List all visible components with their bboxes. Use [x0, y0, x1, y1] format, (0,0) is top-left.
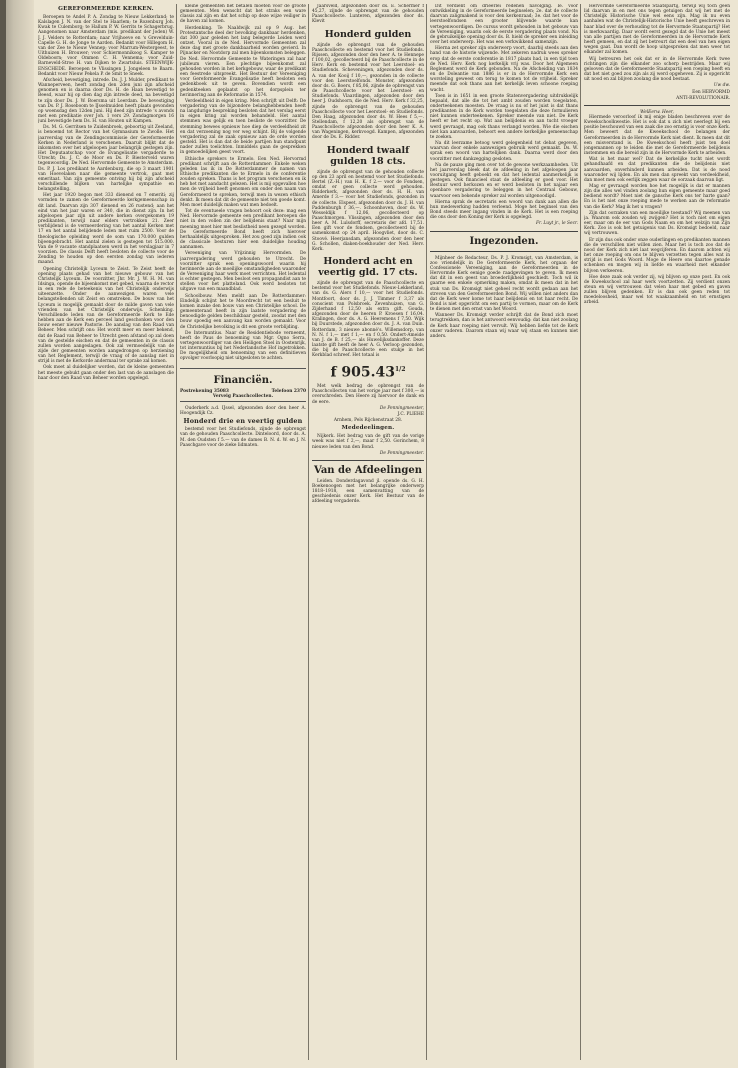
signature-line: Fr. Luyt jr., le Secr. [535, 221, 578, 227]
signature-line: De Penningmeester. [379, 450, 424, 456]
column-text: Vereeniging van Vrijzinnig Hervormden. De jaarvergadering werd gehouden te Utrecht. De voorzitter sprak een openingswoord waarin hij herinnerde aan de moeilijke omstandigheden waaronder de Vereeniging haar werk moet verrichten. Het ledental is echter gestegen. Men besloot een propagandist aan te stellen voor het platteland. Ook werd besloten tot uitgave van een maandblad. [180, 251, 306, 293]
column-text: bestemd voor het Studiefonds, zijnde de opbrengst van de gehouden Paaschcollecte. Dinteloord, door ds. A. M. den Oudsten f 5.— van de dames B. N. d. W. en J. N. Paaschgave voor de zieke lidmaten. [180, 427, 306, 448]
finances-box [180, 368, 306, 402]
column-text: kleine gemeenten het betalen moeten voor de groote gemeenten. Men wenscht dat het straks een ware classis zal zijn en dat het schip op deze wijze veiliger in de haven zal komen. [180, 4, 306, 25]
column-divider [308, 4, 309, 1060]
column-text: Er zijn dus ook onder onze ouderlingen en predikanten mannen die de verschillen niet willen zien. Maar het is toch zoo dat de nood der Kerk zich niet laat wegcijferen. En daarom achten wij het onze roeping om ons te blijven verzetten tegen alles wat in strijd is met Gods Woord. Moge de Heere ons daartoe genade schenken en mogen wij in liefde en waarheid met elkander blijven verkeeren. [584, 237, 730, 274]
separator [312, 460, 424, 461]
total-amount: f 905.43 [330, 365, 395, 382]
column-text: Het jaar 1920 begon met 333 dienend en 7 emeriti; zij vormden te zamen de Gereformeerde kerkgemeenschap in dit land. Daarvan zijn 307 dienend en 26 rustend; aan het eind van het jaar waren er 340, die in dienst zijn. In het afgeloopen jaar zijn uit andere kerken overgekomen 19 predikanten, terwijl naar elders vertrokken 21. Zeer verblijdend is de vermeerdering van het aantal Kerken met 17 en het aantal belijdende leden met ruim 2500. Voor de theologische opleiding werd de som van 170.000 gulden bijeengebracht. Het aantal zielen is gestegen tot 515.000. Van de 9 vacante standplaatsen werd in het verslagjaar in 7 voorzien. De classis Delft heeft besloten de collecte voor de Zending te houden op den eersten zondag van iederen maand. [38, 193, 174, 266]
column-text: Zijn dat oorzaken van een moeilijke toestand? Wij meenen van ja. Waarom ook zouden wij zwijgen? Het is toch niet om eigen eer, maar om de eer van Gods Naam en om het welzijn van Zijn Kerk. Zoo is ook het getuigenis van Ds. Kromsigt bedoeld, naar wij vertrouwen. [584, 210, 730, 237]
column-text: Toen is in 1651 in een groote Statenvergadering uitdrukkelijk bepaald, dat alle die tot het ambt zouden worden toegelaten, onderteekenen moesten. De vraag is nu of het juist is dat thans predikanten in de Kerk worden toegelaten die deze formulieren niet kunnen onderteekenen. Spreker meende van niet. De Kerk heeft er het recht op. Wat aan belijdenis en aan tucht vroeger werd gevraagd, mag ook thans verlangd worden. Wie die eischen niet kan aanvaarden, behoort een andere kerkelijke gemeenschap te zoeken. [430, 93, 578, 140]
finances-subheading: Verveig Paaschcollecten. [212, 393, 274, 399]
signature-line: Uw dw. [713, 83, 730, 89]
column-text: Hervormde Gereformeerde Staatspartij, terwijl wij toch geen lid daarvan in en met ons tegen getuigen dat wij het met de Christelijk Historische Unie wel eens zijn. Mag ik nu even aanhalen wat de Christelijk-Historische Unie heeft geschreven in haar blad over de verhouding tot de Hervormde Staatspartij? Het is merkwaardig. Daar wordt eerst gezegd dat de Unie het meest van alle partijen met de Gereformeerden in de Hervormde Kerk heeft gemeen, en dat zij het betreurt dat een deel van hen eigen wegen gaat. Dan wordt de hoop uitgesproken dat men weer tot elkander zal komen. [584, 4, 730, 56]
column-1 [38, 4, 174, 1064]
column-text: Ethische sprekers te Ermelo. Een Ned. Hervormd predikant schrijft aan de Rotterdammer: Enkele weken geleden las ik in De Rotterdammer de namen van Ethische predikanten die te Ermelo in de conferentie zouden spreken. Thans is het program verschenen en ik heb het met aandacht gelezen. Het is mij opgevallen hoe men de vrijheid heeft genomen om onder den naam van Gereformeerd te spreken, terwijl men in wezen ethisch denkt. Ik meen dat dit de gemeente niet ten goede komt. Men moet duidelijk maken wat men bedoelt. [180, 156, 306, 208]
column-2 [180, 4, 306, 1064]
column-text: zijnde de opbrengst van de gehouden Paaschcollecte en bestemd voor het Studiefonds. Rijssen, afgezonden door den heer A. te Hennepe f 100,02, gecollecteerd bij de Paaschcollecte in de Herv. Kerk en bestemd voor het Leerstoel- en Studiefonds. Scheveningen, afgezonden door ds. A. van der Kooij f 10,—, gezonden in de collecte voor den Leerstoelfonds. Monster, afgezonden door ds. G. Boers, f 85,06, zijnde de opbrengst van de Paaschcollecte voor het Leerstoel- en Studiefonds. Vlaardingen, afgezonden door den heer J. Oudshoorn, die de Ned. Herv. Kerk f 32,25, zijnde de opbrengst van de gehouden Paaschcollecte voor het Leerstoel- en Studiefonds. Den Haag, afgezonden door ds. W. Hees f 5,—. Stellendam, f 12,20 als opbrengst van de Paaschcollecte afgezonden door den heer K. A. van Wageningen, kerkvoogd. Kampen, afgezonden door de Ds. E. Ridder. [312, 42, 424, 141]
donation-total [312, 362, 424, 381]
page-binding-edge [0, 0, 6, 1068]
column-text: Ook moet al duidelijker worden, dat de kleine gemeenten het meeste gebukt gaan onder den last van de aanslagen die haar door den Raad van Beheer worden opgelegd. [38, 365, 174, 381]
telephone: Telefoon 2370 [271, 388, 306, 394]
salutation: WelEerw. Heer, [640, 109, 674, 115]
section-heading: GEREFORMEERDE KERKEN. [58, 6, 154, 12]
finances-heading: Financiën. [213, 374, 273, 386]
column-text: Ouderkerk a.d. IJssel, afgezonden door den heer A. Hoogendijk Cz. [180, 405, 306, 417]
column-text: Jaarsveld, afgezonden door ds. E. Schermer f 45,27, zijnde de opbrengst van de gehouden Paaschcollecte. Lunteren, afgezonden door ds. Klevit [312, 4, 424, 25]
column-text: Na dit leerzame betoog werd gelegenheid tot debat gegeven, waarvan door enkele aanwezigen gebruik werd gemaakt. Ds. W. sprak een woord van hartelijken dank. Daarna werd door den voorzitter met dankzegging gesloten. [430, 141, 578, 162]
column-text: Met welk bedrag de opbrengst van de Paaschcollecten van het vorige jaar met f 300,— is overschreden. Den Heere zij hiervoor de dank en de eere. [312, 384, 424, 405]
column-text: Herdenking. Te Naaldwijk zal op 9 Aug. het Protestantsche deel der bevolking dankbaar herdenken, dat 300 jaar geleden het lang belegerde Leiden werd ontzet. Vooral in de Ned. Hervormde Gemeenten zal deze dag met groote dankbaarheid worden gevierd. In Pijnacker en Nootdorp zal men bijeenkomsten beleggen. De Ned. Hervormde Gemeente te Wateringen zal haar jubileum vieren. Een plechtige bijeenkomst zal gehouden worden in het kerkgebouw, waar de predikant een feestrede uitspreekt. Het Bestuur der Vereeniging voor Gereformeerde Evangelisatie heeft besloten een gedenkboek uit te geven. Bovendien wordt een gedenkteeken geplaatst op het dorpsplein ter herinnering aan de Reformatie in 1574. [180, 25, 306, 98]
column-text: Hierna zet spreker zijn onderwerp voort, daarbij steeds aan den hand van de historie wijzende. Met zekeren nadruk wees spreker erop dat de eerste conferentie in 1817 plaats had, in een tijd toen de Ned. Herv. Kerk nog kerkelijk vrij was. Door het Algemeen Reglement werd de Kerk gebonden. Na de Afscheiding van 1834 en de Doleantie van 1886 is er in de Hervormde Kerk een worsteling geweest om terug te komen tot de vrijheid. Spreker meende dat ook thans aan het kerkelijk leven schoone roeping wacht. [430, 46, 578, 93]
column-text: zijnde de opbrengst van de Paaschcollecte en bestemd voor het Studiefonds. Nieuw-Lekkerland, van ds. G. Alers f 10,— voor het Studiefonds. Montfoort, door ds. J. J. Timmer f 3,37 als conscient van Polsbroek. Zevenhuizen, van G. Zijderhand f 12,50 als extra gift. Gouda, afgezonden door de heeren P. Kroesen f 16,04. Kralingen, door ds. A. G. Heeremens f 7,50. Wijk bij Duurstede, afgezonden door ds. J. A. van Duin. Rotterdam, 3 nieuwe abonné's. Willemsdorp, van N. N. f 1,— met f 1,— en f 0,50. Ondert-Ameide van J. de B. f 25,— als Huwelijksdankoffer. Deze laatste gift heeft de heer A. G. Verloop gezonden, die bij de Paaschcollecte een stukje in het Kerkblad schreef. Het totaal is [312, 281, 424, 359]
column-text: Leiden. Donderdagavond jl. opende ds. G. H. Boekenoogen met het belangrijke onderwerp 1818–1918, een samenvatting van de geschiedenis onzer Kerk. Het Bestuur van de afdeeling vergaderde. [312, 478, 424, 505]
column-divider [426, 4, 427, 1060]
total-fraction: 1/2 [394, 366, 406, 374]
column-text: Mag er gevraagd worden hoe het mogelijk is dat er mannen zijn die alles wel vinden zoolang hun eigen gemeente maar goed bediend wordt? Moet niet de gansche Kerk ons ter harte gaan? En is het niet onze roeping mede te werken aan de reformatie van die Kerk? Mag ik het u vragen? [584, 184, 730, 210]
column-text: Hoe deze zaak ook verder zij, wij blijven op onze post. En ook de Kweekschool zal haar werk voortzetten. Zij verdient onzen steun en wij vertrouwen dat velen haar met gebed en gaven zullen blijven gedenken. Er is dan ook geen reden tot moedeloosheid, maar wel tot waakzaamheid en tot ernstigen arbeid. [584, 274, 730, 306]
column-text: Opening Christelijk Lyceum te Zeist. Te Zeist heeft de opening plaats gehad van het nieuwe gebouw van het Christelijk Lyceum. De voorzitter, Jhr. Mr. J. W. H. M. van Idsinga, opende de bijeenkomst met gebed, waarna de rector in een rede de beteekenis van het Christelijk onderwijs uiteenzette. Onder de aanwezigen waren vele belangstellenden uit Zeist en omstreken. De bouw van het Lyceum is mogelijk gemaakt door de milde gaven van vele vrienden van het Christelijk onderwijs. Schenking. Verschillende leden van de Gereformeerde Kerk te Ede hebben aan de Kerk een perceel land geschonken voor den bouw eener nieuwe Pastorie. De aanslag van den Raad van Beheer. Men schrijft ons: Het wordt meer en meer bekend, dat de Raad van Beheer te Utrecht geen afstand op zal doen van de gestelde eischen en dat de gemeenten in de classis zullen worden aangeslagen. Ook zal vermoedelijk van de zijde der gemeenten worden aangedrongen op herziening van het Reglement, terwijl de vraag of de aanslag niet in strijd is met de Kerkorde andermaal ter sprake zal komen. [38, 266, 174, 365]
column-3 [312, 4, 424, 1064]
signature-name: J.C. PLIEHE [397, 411, 424, 417]
column-text: Nijkerk. Het bedrag van de gift van de vorige week was niet f 2,—, maar f 2,50. Gorinchem, 8 nieuwe leden van den Bond. [312, 434, 424, 450]
column-text: Verdeeldheid in eigen kring. Men schrijft uit Delft: De vergadering van de bijzondere belanghebbenden heeft na langdurige bespreking besloten dat het verslag eerst in eigen kring zal worden behandeld. Het aantal stemmen was gelijk en toen besliste de voorzitter. De stemming bewees opnieuw hoe diep de verdeeldheid zit en dat verzoening nog ver weg schijnt. Bij de volgende vergadering zal de zaak opnieuw aan de orde worden gesteld. Het is dan dat de beide partijen hun standpunt nader zullen toelichten. Inmiddels gaan de gesprekken in gemoedelijken geest voort. [180, 98, 306, 156]
signature-name: Een HERVORMD [692, 89, 730, 95]
signature-line: De Penningmeester, [379, 405, 424, 411]
column-text: De Internuntius. Naar de Residentiebode verneemt, heeft de Paus de benoeming van Mgr. Ogno Serra, vertegenwoordiger van den Heiligen Stoel in Oostenrijk, tot internuntius bij het Nederlandsche Hof ingetrokken. De mogelijkheid om benoeming van een definitieven opvolger voorloopig niet uitgesloten te achten. [180, 330, 306, 362]
column-text: Ds. M. G. Gerritsen te Zuidenbroek, geboortig uit Zeeland, is benoemd tot Rector van het Gymnasium te Zwolle. Het jaarverslag van de Zendingscommissie der Gereformeerde Kerken in Nederland is verschenen. Daaruit blijkt dat de inkomsten over het afgeloopen jaar belangrijk gestegen zijn. Het Deputaatschap voor de Evangelisatie vergaderde te Utrecht; Ds. J. C. de Moor en Ds. P. Biesterveld waren tegenwoordig. De Ned. Hervormde Gemeente te Amsterdam. Ds. P. J. Los predikant te Aardenburg, die op 3 maart 1901 van Hoevelaken naar die gemeente vertrok, gaat met emeritaat. Van zijn gemeente ontving hij bij zijn afscheid verschillende blijken van hartelijke sympathie en belangstelling. [38, 125, 174, 193]
column-text: Hierna sprak de secretaris een woord van dank aan allen die hun medewerking hadden verleend. Moge het beginsel van den Bond steeds meer ingang vinden in de Kerk. Het is een roeping die ons door den Koning der Kerk is opgelegd. [430, 199, 578, 221]
section-heading: Van de Afdeelingen [313, 464, 422, 476]
column-text: Wanneer Ds. Kromsigt verder schrijft dat de Bond zich moet terugtrekken, dan is het antwoord eenvoudig: dat kan niet zoolang de Kerk haar roeping niet vervult. Wij hebben liefde tot de Kerk onzer vaderen. Daarom staan wij waar wij staan en kunnen niet anders. [430, 313, 578, 339]
column-text: zijnde de opbrengst van de gehouden collecte op den 23 april en bestemd voor het Studiefonds. Bertel (Z.-H.) van H. K. f 2.— voor de Fondsen, omdat er geen collecte werd gehouden. Ridderkerk, afgezonden door ds. H. H. van Amerde f 3.— voor het Studiefonds, gezonden in de collecte. Elspeet, afgezonden door ds. J. H. van Paddenburgh f 36,—. Schoonhoven, door ds. W. Wesseldijk f 12,06, gecollecteerd op Paaschmorgen. Vlissingen, afgezonden door den heer A. M. Lulsdorff, secretaris der afd. 17,51. Een gift voor de fondsen, gecollecteerd bij de samenkomst op 24 april. Hoogvliet, door ds. C. Stoové. Heerjansdam, afgezonden door den heer G. Schollen, diaken-boekhouder der Ned. Herv. Kerk. [312, 169, 424, 252]
column-text: Dit verdient om drieërlei redenen navolging. Ie. voor ontwikkeling in de Gereformeerde beginselen; 2e. dat de collecte daarvan zaligmakend is voor den kerkenraad; 3e. dat het voor de leerstoelfondsen een grooter blijvende waarde kan vertegenwoordigen. De cursus wordt gehouden in het gebouw van de Vereeniging, waarin ook de eerste vergadering plaats vond. Na de gebruikelijke opening door ds. B. hield de spreker een inleiding over het onderwerp. Het was een verkwikkend samenzijn. [430, 4, 578, 46]
donation-heading: Honderd drie en veertig gulden [183, 417, 303, 426]
column-text: Schoolbouw. Men meldt aan De Rotterdammer: Eindelijk schijnt het te Moordrecht tot een besluit te komen inzake den bouw van een Christelijke school. De gemeenteraad heeft in zijn laatste vergadering de benoodigde gelden beschikbaar gesteld, zoodat met den bouw spoedig een aanvang kan worden gemaakt. Voor de Christelijke bevolking is dit een groote verblijding. [180, 293, 306, 330]
column-text: Afscheid, bevestiging, intrede. Ds. J. J. Mulder, predikant te Wanneperveen, heeft zondag den 2den juni zijn afscheid genomen en is daarna door Ds. H. de Haan bevestigd te Beesd, waar hij op dien dag zijn intrede deed, na bevestigd te zijn door Ds. J. W. Boersma uit Leerdam. De bevestiging van Ds. P. J. Roseboom te IJsselmuiden heeft plaats gevonden op woensdag den 12den juni. Hij deed zijn intrede 's avonds met een predikatie over Joh. 1 vers 29. Zondagmorgen 16 juni bevestigde hem Ds. H. van Houten uit Kampen. [38, 77, 174, 125]
donation-heading: Honderd acht en veertig gld. 17 cts. [318, 256, 418, 279]
column-text: Wat is het maar wel? Dat de kerkelijke tucht niet wordt gehandhaafd en dat predikanten die de belijdenis niet aanvaarden, onverhinderd kunnen arbeiden. Dat is de nood waaronder wij lijden. En als men dan spreekt van verdeeldheid, dan moet men ook eerlijk zeggen waar de oorzaak daarvan ligt. [584, 157, 730, 183]
section-heading: Mededeelingen. [341, 425, 395, 432]
donation-heading: Honderd gulden [324, 28, 412, 40]
column-text: Mijnheer de Redacteur, Ds. P. J. Kromsigt, van Amsterdam, is zoo vriendelijk in De Gereformeerde Kerk, het orgaan der Confessionele Vereeniging, aan de Gereformeerden in de Hervormde Kerk eenige goede raadgevingen te geven. Ik meen dat dit in een geest van broederlijkheid geschiedt. Toch wil ik gaarne een enkele opmerking maken, omdat ik meen dat in het stuk van Ds. Kromsigt niet geheel recht wordt gedaan aan het streven van den Gereformeerden Bond. Wij willen niet anders dan dat de Kerk weer kome tot haar belijdenis en tot haar recht. De Bond is niet opgericht om een partij te vormen, maar om de Kerk te dienen met den ernst van het Woord. [430, 255, 578, 313]
column-divider [176, 4, 177, 1060]
signature-address: Arnhem, Pels Rijckenstraat 28. [333, 418, 403, 424]
column-5 [584, 4, 730, 1064]
column-4 [430, 4, 578, 1064]
column-text: Hiermede veroorloof ik mij enige bladen beschreven over de Kweekschoolkwestie. Het is ook dat u zich niet neerlegt bij een positie beschouwd van een zaak die zoo ernstig is voor onze Kerk. Men beweert dat de Kweekschool de belangen der Gereformeerden in de Hervormde Kerk niet dient. Ik meen dat dit een misverstand is. De Kweekschool heeft juist ten doel jongemannen op te leiden die met de Gereformeerde belijdenis instemmen en die bereid zijn in de Hervormde Kerk te arbeiden. [584, 114, 730, 157]
separator [430, 231, 578, 232]
separator [430, 251, 578, 252]
column-text: Wij betreuren het ook dat er in de Hervormde Kerk twee richtingen zijn die elkander zoo scherp bestrijden. Maar wij gelooven dat de Gereformeerde Staatspartij een roeping heeft en dat het niet goed zou zijn als zij werd opgeheven. Zij is opgericht uit nood en zal blijven zoolang die nood bestaat. [584, 56, 730, 83]
column-text: Beroepen te Andel P. A. Zondag te Nieuw Lekkerland; te Kalslagen J. N. van der Stel te Haarlem; te Rozenburg Joh. Kwak te Culemborg; te Hallum P. W. Gerrits te Schagerbrug. Aangenomen naar Amsterdam (mis. predikant der Joden) W. J. J. Velders te Rotterdam; naar Vrijhoeve en 's Grevelduin-Capelle G. H. de Jonge te Aarden. Bedankt voor Hillegom H. van der Zee te Nieuw Vennep; voor Marrum-Westergeest, te Uithuizen H. Brouwer; voor Schiermonnikoog S. Kamper te Oldeboorn; voor Ommen C. H. Vennema; voor Zuid-Barneveld-Stroe H. van Dijken te Zwartsluis. STEENWIJK-ENSCHEDE. Beroepen te Vlissingen J. Jongeleen te Baarn. Bedankt voor Nieuw Pekela P. de Smit te Sneek. [38, 15, 174, 77]
separator [584, 105, 730, 106]
donation-heading: Honderd twaalf gulden 18 cts. [326, 144, 410, 167]
postal-account: Postrekening 35083 [180, 388, 229, 394]
section-heading: Ingezonden. [469, 235, 539, 247]
column-text: Na de pauze ging men over tot de gewone werkzaamheden. Uit het jaarverslag bleek dat de afdeeling in het afgeloopen jaar vooruitgang heeft geboekt en dat het ledental aanmerkelijk is gestegen. Ook financieel staat de afdeeling er goed voor. Het Bestuur werd herkozen en er werd besloten in het najaar een openbare vergadering te beleggen in het Centraal Gebouw, waarvoor een bekende spreker zal worden uitgenoodigd. [430, 162, 578, 199]
column-divider [580, 4, 581, 1060]
column-text: Tot de eventueele vragen behoort ook deze: mag een Ned. Hervormde gemeente een predikant beroepen die niet in den vollen zin der belijdenis staat? Naar mijn meening moet hier met beslistheid neen gezegd worden. De Gereformeerde Bond heeft zich hierover herhaaldelijk uitgesproken. Het zou goed zijn indien ook de classicale besturen hier een duidelijke houding aannamen. [180, 209, 306, 251]
signature-name: ANTI-REVOLUTIONAIR. [676, 95, 730, 101]
